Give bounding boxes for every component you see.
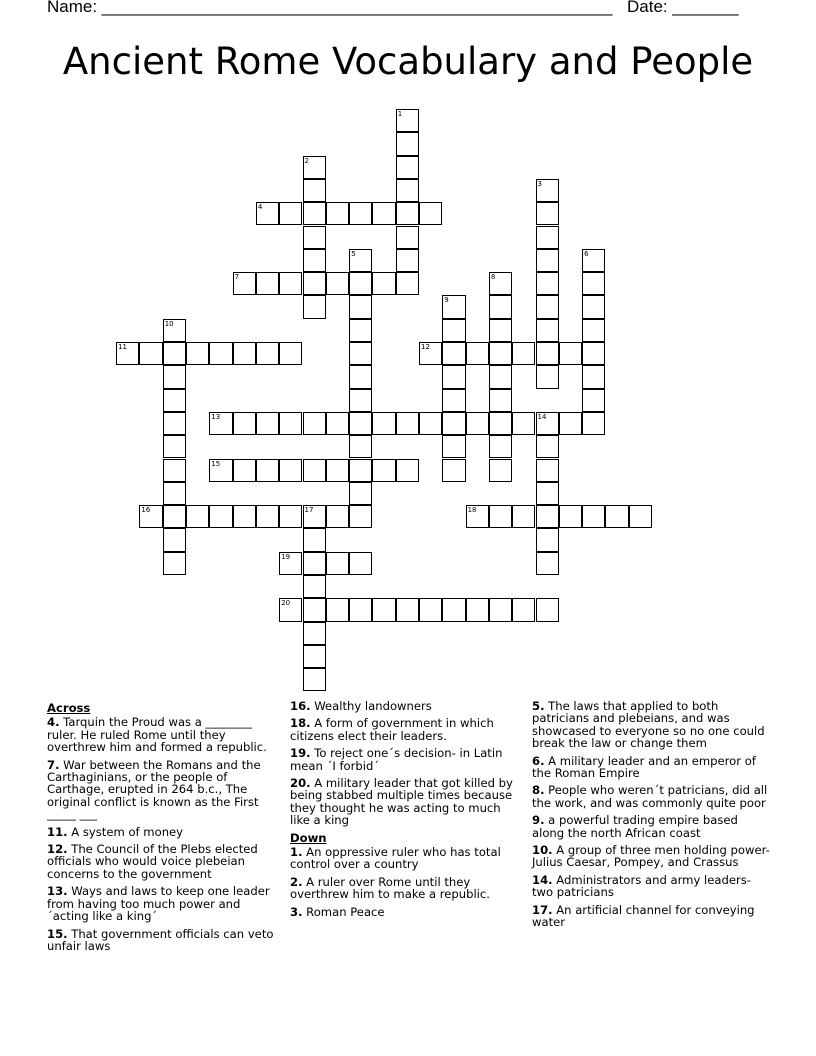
grid-cell[interactable] — [303, 552, 326, 575]
grid-cell[interactable] — [536, 482, 559, 505]
clue-text: To reject one´s decision- in Latin mean ´I forbid´ — [290, 746, 503, 773]
grid-cell[interactable] — [582, 319, 605, 342]
grid-cell[interactable] — [466, 598, 489, 621]
grid-cell[interactable] — [536, 598, 559, 621]
grid-cell[interactable] — [396, 179, 419, 202]
grid-cell[interactable] — [163, 459, 186, 482]
clue-down-3 — [290, 906, 522, 918]
name-field-label: Name: ______________________________________________________ — [47, 0, 613, 16]
clues-column-2 — [290, 700, 522, 923]
clue-number: 13. — [47, 884, 68, 899]
grid-cell[interactable] — [489, 319, 512, 342]
grid-cell[interactable] — [163, 505, 186, 528]
down-heading: Down — [290, 830, 327, 845]
grid-cell[interactable] — [303, 272, 326, 295]
grid-cell[interactable] — [279, 505, 302, 528]
grid-cell[interactable] — [536, 295, 559, 318]
grid-cell[interactable] — [303, 412, 326, 435]
grid-cell[interactable] — [326, 552, 349, 575]
grid-cell[interactable] — [349, 202, 372, 225]
grid-cell[interactable] — [466, 342, 489, 365]
grid-cell[interactable] — [209, 505, 232, 528]
clue-text: Ways and laws to keep one leader from having too much power and ´acting like a king´ — [47, 884, 270, 924]
grid-cell[interactable] — [512, 342, 535, 365]
clue-number: 4. — [47, 715, 60, 730]
grid-cell[interactable] — [349, 459, 372, 482]
clue-text: A system of money — [71, 824, 184, 839]
grid-cell[interactable] — [256, 342, 279, 365]
grid-cell[interactable] — [279, 459, 302, 482]
clue-down-8 — [532, 784, 772, 809]
clue-down-9 — [532, 814, 772, 839]
clue-down-1 — [290, 846, 522, 871]
grid-cell[interactable] — [303, 179, 326, 202]
cell-number: 6 — [584, 249, 589, 258]
clue-text: Administrators and army leaders- two patricians — [532, 872, 751, 900]
clues-column-3 — [532, 700, 772, 934]
cell-number: 18 — [467, 506, 477, 515]
grid-cell[interactable] — [326, 272, 349, 295]
grid-cell[interactable] — [349, 435, 372, 458]
grid-cell[interactable] — [163, 319, 186, 342]
clue-number: 10. — [532, 843, 553, 858]
grid-cell[interactable] — [349, 505, 372, 528]
clue-number: 20. — [290, 776, 311, 791]
clue-number: 5. — [532, 699, 545, 713]
clue-number: 8. — [532, 783, 545, 798]
clue-text: The Council of the Plebs elected officials who would voice plebeian concerns to the government — [47, 842, 258, 881]
grid-cell[interactable] — [396, 109, 419, 132]
clue-number: 12. — [47, 842, 68, 857]
cell-number: 10 — [164, 319, 174, 328]
cell-number: 17 — [304, 506, 314, 515]
grid-cell[interactable] — [396, 226, 419, 249]
cell-number: 1 — [397, 110, 403, 118]
grid-cell[interactable] — [396, 249, 419, 272]
grid-cell[interactable] — [442, 319, 465, 342]
grid-cell[interactable] — [349, 272, 372, 295]
grid-cell[interactable] — [396, 202, 419, 225]
grid-cell[interactable] — [279, 552, 302, 575]
grid-cell[interactable] — [256, 272, 279, 295]
grid-cell[interactable] — [442, 389, 465, 412]
grid-cell[interactable] — [559, 342, 582, 365]
grid-cell[interactable] — [256, 412, 279, 435]
cell-number: 19 — [281, 552, 291, 561]
grid-cell[interactable] — [303, 226, 326, 249]
grid-cell[interactable] — [605, 505, 628, 528]
grid-cell[interactable] — [512, 505, 535, 528]
grid-cell[interactable] — [326, 412, 349, 435]
grid-cell[interactable] — [396, 598, 419, 621]
grid-cell[interactable] — [396, 412, 419, 435]
cell-number: 20 — [281, 599, 291, 608]
grid-cell[interactable] — [163, 365, 186, 388]
grid-cell[interactable] — [233, 342, 256, 365]
grid-cell[interactable] — [582, 389, 605, 412]
grid-cell[interactable] — [349, 342, 372, 365]
grid-cell[interactable] — [536, 249, 559, 272]
grid-cell[interactable] — [209, 342, 232, 365]
cell-number: 2 — [304, 156, 309, 165]
grid-cell[interactable] — [303, 645, 326, 668]
grid-cell[interactable] — [419, 412, 442, 435]
grid-cell[interactable] — [442, 295, 465, 318]
clue-text: A military leader and an emperor of the Roman Empire — [532, 753, 756, 781]
grid-cell[interactable] — [396, 459, 419, 482]
clue-number: 9. — [532, 813, 545, 828]
grid-cell[interactable] — [163, 528, 186, 551]
grid-cell[interactable] — [466, 505, 489, 528]
cell-number: 11 — [118, 343, 128, 351]
grid-cell[interactable] — [233, 505, 256, 528]
grid-cell[interactable] — [372, 459, 395, 482]
grid-cell[interactable] — [163, 552, 186, 575]
grid-cell[interactable] — [303, 249, 326, 272]
page-title: Ancient Rome Vocabulary and People — [62, 40, 754, 83]
grid-cell[interactable] — [256, 459, 279, 482]
cell-number: 3 — [537, 179, 542, 188]
clue-text: Roman Peace — [306, 904, 385, 919]
grid-cell[interactable] — [442, 365, 465, 388]
grid-cell[interactable] — [582, 272, 605, 295]
grid-cell[interactable] — [326, 505, 349, 528]
clue-text: A ruler over Rome until they overthrew him to make a republic. — [290, 874, 490, 902]
cell-number: 12 — [421, 343, 430, 351]
grid-cell[interactable] — [396, 132, 419, 155]
cell-number: 4 — [257, 203, 263, 212]
grid-cell[interactable] — [489, 598, 512, 621]
across-heading: Across — [47, 701, 91, 715]
grid-cell[interactable] — [326, 459, 349, 482]
grid-cell[interactable] — [512, 598, 535, 621]
clue-down-2 — [290, 876, 522, 901]
grid-cell[interactable] — [303, 575, 326, 598]
clue-across-13 — [47, 885, 277, 922]
grid-cell[interactable] — [349, 412, 372, 435]
clue-number: 18. — [290, 716, 311, 731]
grid-cell[interactable] — [349, 319, 372, 342]
grid-cell[interactable] — [256, 202, 279, 225]
grid-cell[interactable] — [582, 295, 605, 318]
clue-text: a powerful trading empire based along the north African coast — [532, 813, 738, 840]
clue-number: 2. — [290, 874, 303, 889]
grid-cell[interactable] — [163, 342, 186, 365]
grid-cell[interactable] — [489, 505, 512, 528]
clue-down-17 — [532, 904, 772, 929]
clue-text: Wealthy landowners — [314, 699, 432, 713]
grid-cell[interactable] — [489, 295, 512, 318]
grid-cell[interactable] — [536, 179, 559, 202]
grid-cell[interactable] — [489, 412, 512, 435]
clue-number: 16. — [290, 699, 311, 713]
grid-cell[interactable] — [396, 156, 419, 179]
grid-cell[interactable] — [349, 249, 372, 272]
grid-cell[interactable] — [186, 342, 209, 365]
clue-number: 14. — [532, 872, 553, 887]
grid-cell[interactable] — [442, 342, 465, 365]
cell-number: 9 — [444, 296, 449, 305]
grid-cell[interactable] — [349, 365, 372, 388]
grid-cell[interactable] — [582, 342, 605, 365]
grid-cell[interactable] — [536, 505, 559, 528]
clue-number: 6. — [532, 753, 545, 768]
grid-cell[interactable] — [489, 272, 512, 295]
grid-cell[interactable] — [536, 319, 559, 342]
clue-text: Tarquin the Proud was a ________ ruler. He ruled Rome until they overthrew him and formed a republic. — [47, 715, 267, 755]
grid-cell[interactable] — [559, 505, 582, 528]
grid-cell[interactable] — [233, 412, 256, 435]
grid-cell[interactable] — [489, 389, 512, 412]
clue-number: 17. — [532, 902, 553, 917]
grid-cell[interactable] — [163, 412, 186, 435]
grid-cell[interactable] — [582, 505, 605, 528]
grid-cell[interactable] — [419, 342, 442, 365]
date-field-label: Date: _______ — [627, 0, 739, 16]
grid-cell[interactable] — [163, 482, 186, 505]
grid-cell[interactable] — [419, 598, 442, 621]
grid-cell[interactable] — [536, 365, 559, 388]
clue-text: A form of government in which citizens elect their leaders. — [290, 716, 494, 743]
grid-cell[interactable] — [372, 598, 395, 621]
grid-cell[interactable] — [442, 598, 465, 621]
grid-cell[interactable] — [372, 412, 395, 435]
clue-number: 3. — [290, 904, 303, 919]
grid-cell[interactable] — [536, 412, 559, 435]
grid-cell[interactable] — [349, 598, 372, 621]
clue-number: 7. — [47, 757, 60, 772]
grid-cell[interactable] — [489, 459, 512, 482]
clue-text: That government officials can veto unfair laws — [47, 926, 274, 953]
grid-cell[interactable] — [303, 295, 326, 318]
grid-cell[interactable] — [372, 272, 395, 295]
grid-cell[interactable] — [279, 412, 302, 435]
grid-cell[interactable] — [489, 435, 512, 458]
grid-cell[interactable] — [536, 342, 559, 365]
clue-down-14 — [532, 874, 772, 899]
grid-cell[interactable] — [303, 459, 326, 482]
clue-text: An artificial channel for conveying water — [532, 902, 755, 930]
clue-number: 15. — [47, 926, 68, 941]
clue-across-11 — [47, 826, 277, 838]
grid-cell[interactable] — [442, 412, 465, 435]
grid-cell[interactable] — [536, 528, 559, 551]
clue-across-7 — [47, 759, 277, 821]
clue-across-19 — [290, 747, 522, 772]
cell-number: 7 — [234, 273, 240, 282]
grid-cell[interactable] — [559, 412, 582, 435]
grid-cell[interactable] — [396, 272, 419, 295]
grid-cell[interactable] — [419, 202, 442, 225]
grid-cell[interactable] — [326, 598, 349, 621]
grid-cell[interactable] — [279, 598, 302, 621]
clue-text: The laws that applied to both patricians and plebeians, and was showcased to everyone so no one could break the law or change them — [532, 699, 765, 751]
grid-cell[interactable] — [303, 528, 326, 551]
clue-number: 19. — [290, 746, 311, 761]
grid-cell[interactable] — [512, 412, 535, 435]
grid-cell[interactable] — [279, 272, 302, 295]
clue-across-16 — [290, 700, 522, 712]
clue-across-15 — [47, 928, 277, 953]
cell-number: 14 — [537, 412, 547, 421]
grid-cell[interactable] — [303, 202, 326, 225]
grid-cell[interactable] — [116, 342, 139, 365]
grid-cell[interactable] — [372, 202, 395, 225]
grid-cell[interactable] — [349, 295, 372, 318]
grid-cell[interactable] — [349, 389, 372, 412]
grid-cell[interactable] — [279, 342, 302, 365]
grid-cell[interactable] — [489, 342, 512, 365]
grid-cell[interactable] — [536, 552, 559, 575]
clues-column-1 — [47, 700, 277, 957]
grid-cell[interactable] — [163, 389, 186, 412]
clue-number: 1. — [290, 845, 303, 860]
grid-cell[interactable] — [256, 505, 279, 528]
grid-cell[interactable] — [442, 459, 465, 482]
clue-across-4 — [47, 716, 277, 753]
cell-number: 5 — [351, 249, 356, 258]
grid-cell[interactable] — [489, 365, 512, 388]
grid-cell[interactable] — [582, 412, 605, 435]
clue-text: An oppressive ruler who has total control over a country — [290, 845, 501, 872]
grid-cell[interactable] — [233, 459, 256, 482]
grid-cell[interactable] — [582, 249, 605, 272]
cell-number: 16 — [141, 506, 151, 515]
clue-down-10 — [532, 844, 772, 869]
grid-cell[interactable] — [536, 272, 559, 295]
grid-cell[interactable] — [163, 435, 186, 458]
cell-number: 8 — [490, 273, 496, 282]
grid-cell[interactable] — [536, 459, 559, 482]
grid-cell[interactable] — [536, 435, 559, 458]
grid-cell[interactable] — [536, 202, 559, 225]
clue-across-12 — [47, 843, 277, 880]
grid-cell[interactable] — [629, 505, 652, 528]
clue-down-5 — [532, 700, 772, 750]
clue-across-20 — [290, 777, 522, 827]
clue-text: A group of three men holding power- Julius Caesar, Pompey, and Crassus — [532, 843, 770, 870]
grid-cell[interactable] — [536, 226, 559, 249]
clue-text: A military leader that got killed by being stabbed multiple times because they thought he was acting to much like a king — [290, 776, 513, 828]
grid-cell[interactable] — [466, 412, 489, 435]
clue-text: War between the Romans and the Carthaginians, or the people of Carthage, erupted in 264 b.c., The original conflict is known as the First _____ ___ — [47, 757, 261, 822]
clue-down-6 — [532, 755, 772, 780]
grid-cell[interactable] — [349, 552, 372, 575]
grid-cell[interactable] — [442, 435, 465, 458]
grid-cell[interactable] — [326, 202, 349, 225]
clue-text: People who weren´t patricians, did all the work, and was commonly quite poor — [532, 783, 768, 810]
grid-cell[interactable] — [349, 482, 372, 505]
grid-cell[interactable] — [303, 156, 326, 179]
grid-cell[interactable] — [303, 668, 326, 691]
grid-cell[interactable] — [233, 272, 256, 295]
grid-cell[interactable] — [303, 505, 326, 528]
grid-cell[interactable] — [303, 598, 326, 621]
grid-cell[interactable] — [209, 412, 232, 435]
grid-cell[interactable] — [303, 622, 326, 645]
grid-cell[interactable] — [139, 505, 162, 528]
cell-number: 13 — [211, 412, 221, 421]
grid-cell[interactable] — [582, 365, 605, 388]
cell-number: 15 — [211, 459, 221, 468]
grid-cell[interactable] — [279, 202, 302, 225]
grid-cell[interactable] — [186, 505, 209, 528]
grid-cell[interactable] — [209, 459, 232, 482]
clue-number: 11. — [47, 824, 68, 839]
grid-cell[interactable] — [139, 342, 162, 365]
clue-across-18 — [290, 717, 522, 742]
